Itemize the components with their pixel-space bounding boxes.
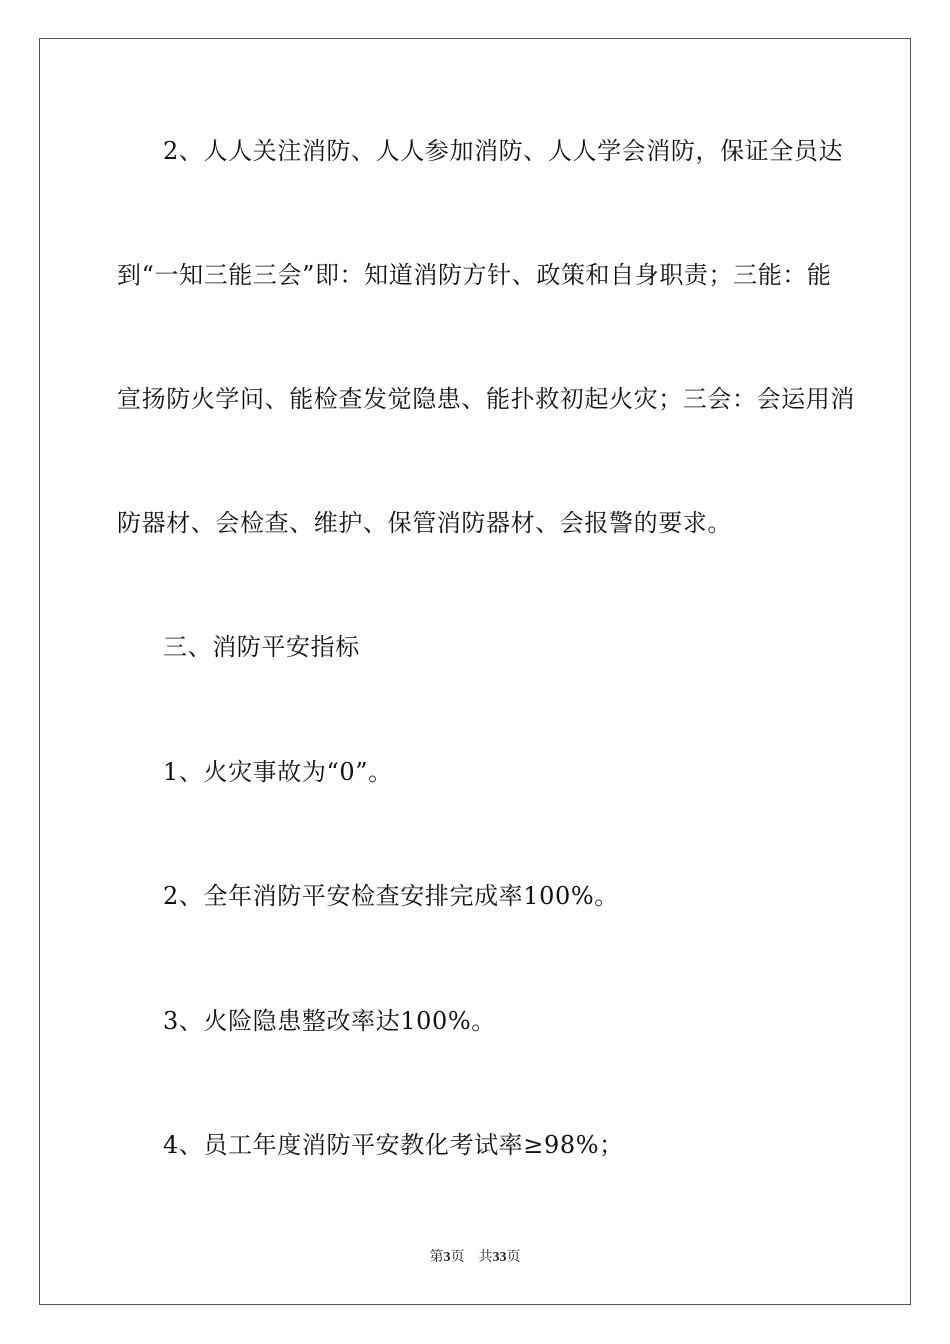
- list-item: 3、火险隐患整改率达100%。: [163, 1007, 496, 1035]
- paragraph-line: 宣扬防火学问、能检查发觉隐患、能扑救初起火灾；三会：会运用消: [117, 385, 855, 413]
- footer-prefix: 第: [429, 1250, 444, 1265]
- paragraph-line: 到“一知三能三会”即：知道消防方针、政策和自身职责；三能：能: [117, 261, 832, 289]
- paragraph-line: 防器材、会检查、维护、保管消防器材、会报警的要求。: [117, 509, 732, 537]
- footer-total-prefix: 共: [478, 1250, 493, 1265]
- footer-total-unit: 页: [506, 1250, 521, 1265]
- footer-page-unit: 页: [450, 1250, 465, 1265]
- paragraph-line: 2、人人关注消防、人人参加消防、人人学会消防，保证全员达: [163, 137, 844, 165]
- total-pages: 33: [492, 1250, 507, 1265]
- page-footer: [0, 1246, 950, 1266]
- list-item: 4、员工年度消防平安教化考试率≥98%；: [163, 1131, 624, 1159]
- section-heading: 三、消防平安指标: [163, 633, 360, 661]
- page-border: [39, 38, 911, 1305]
- list-item: 1、火灾事故为“0”。: [163, 758, 393, 786]
- page-number: 3: [443, 1250, 451, 1265]
- list-item: 2、全年消防平安检查安排完成率100%。: [163, 882, 619, 910]
